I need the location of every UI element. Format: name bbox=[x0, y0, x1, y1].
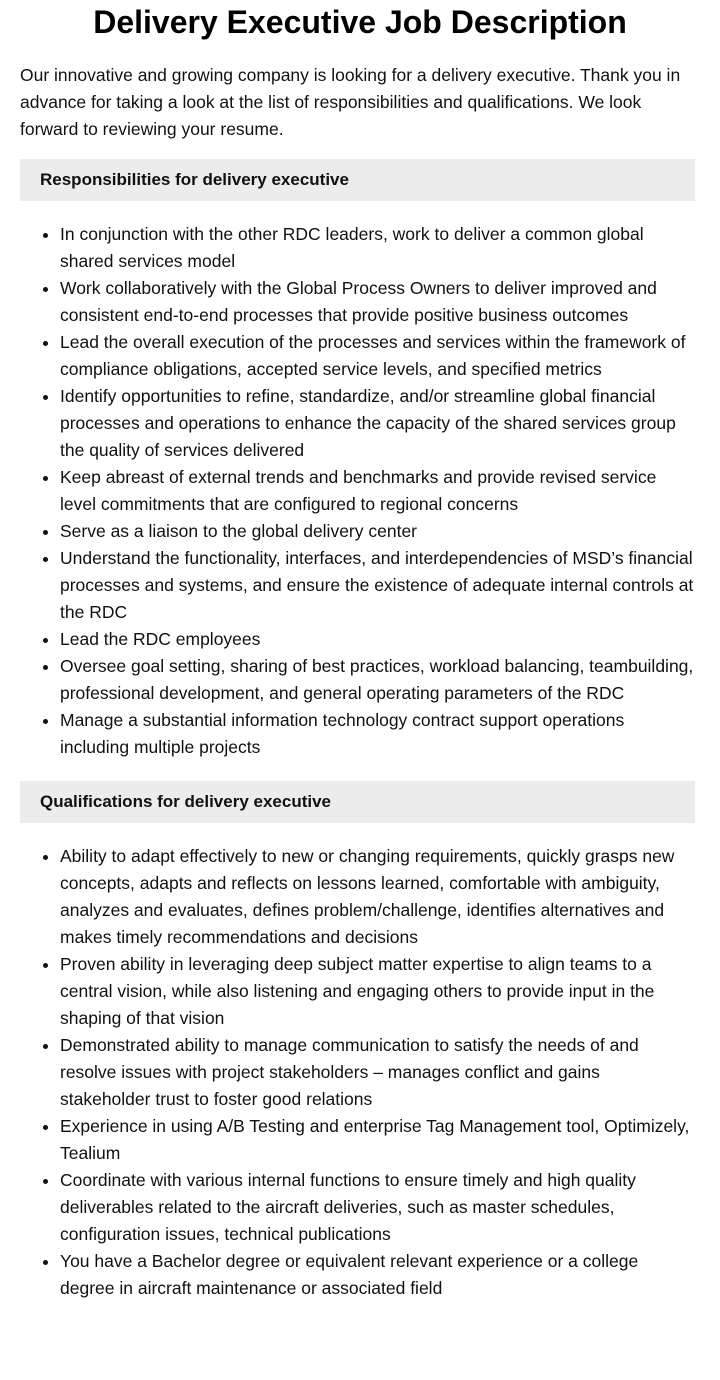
list-item: • Oversee goal setting, sharing of best practices, workload balancing, teambuilding, professional development, and general operating parameters of the RDC bbox=[60, 653, 695, 707]
list-item: • Lead the overall execution of the processes and services within the framework of compliance obligations, accepted service levels, and specified metrics bbox=[60, 329, 695, 383]
list-item: • Demonstrated ability to manage communication to satisfy the needs of and resolve issues with project stakeholders – manages conflict and gains stakeholder trust to foster good relations bbox=[60, 1032, 695, 1113]
qualifications-list bbox=[20, 843, 695, 1302]
list-item: • Manage a substantial information technology contract support operations including multiple projects bbox=[60, 707, 695, 761]
list-item: • Identify opportunities to refine, standardize, and/or streamline global financial processes and operations to enhance the capacity of the shared services group the quality of services delivered bbox=[60, 383, 695, 464]
list-item: • Keep abreast of external trends and benchmarks and provide revised service level commitments that are configured to regional concerns bbox=[60, 464, 695, 518]
list-item: • You have a Bachelor degree or equivalent relevant experience or a college degree in aircraft maintenance or associated field bbox=[60, 1248, 695, 1302]
list-item: • Coordinate with various internal functions to ensure timely and high quality deliverables related to the aircraft deliveries, such as master schedules, configuration issues, technical publications bbox=[60, 1167, 695, 1248]
qualifications-heading: Qualifications for delivery executive bbox=[20, 781, 695, 823]
intro-paragraph: Our innovative and growing company is looking for a delivery executive. Thank you in advance for taking a look at the list of responsibilities and qualifications. We look forward to reviewing your resume. bbox=[20, 65, 681, 139]
list-item: • Serve as a liaison to the global delivery center bbox=[60, 518, 695, 545]
list-item: • In conjunction with the other RDC leaders, work to deliver a common global shared services model bbox=[60, 221, 695, 275]
list-item: • Proven ability in leveraging deep subject matter expertise to align teams to a central vision, while also listening and engaging others to provide input in the shaping of that vision bbox=[60, 951, 695, 1032]
responsibilities-heading: Responsibilities for delivery executive bbox=[20, 159, 695, 201]
list-item: • Understand the functionality, interfaces, and interdependencies of MSD’s financial processes and systems, and ensure the existence of adequate internal controls at the RDC bbox=[60, 545, 695, 626]
list-item: • Experience in using A/B Testing and enterprise Tag Management tool, Optimizely, Tealium bbox=[60, 1113, 695, 1167]
list-item: • Lead the RDC employees bbox=[60, 626, 695, 653]
list-item: • Ability to adapt effectively to new or changing requirements, quickly grasps new concepts, adapts and reflects on lessons learned, comfortable with ambiguity, analyzes and evaluates, defines problem/challenge, identifies alternatives and makes timely recommendations and decisions bbox=[60, 843, 695, 951]
responsibilities-list bbox=[20, 221, 695, 761]
list-item: • Work collaboratively with the Global Process Owners to deliver improved and consistent end-to-end processes that provide positive business outcomes bbox=[60, 275, 695, 329]
page-title: Delivery Executive Job Description bbox=[93, 4, 627, 40]
